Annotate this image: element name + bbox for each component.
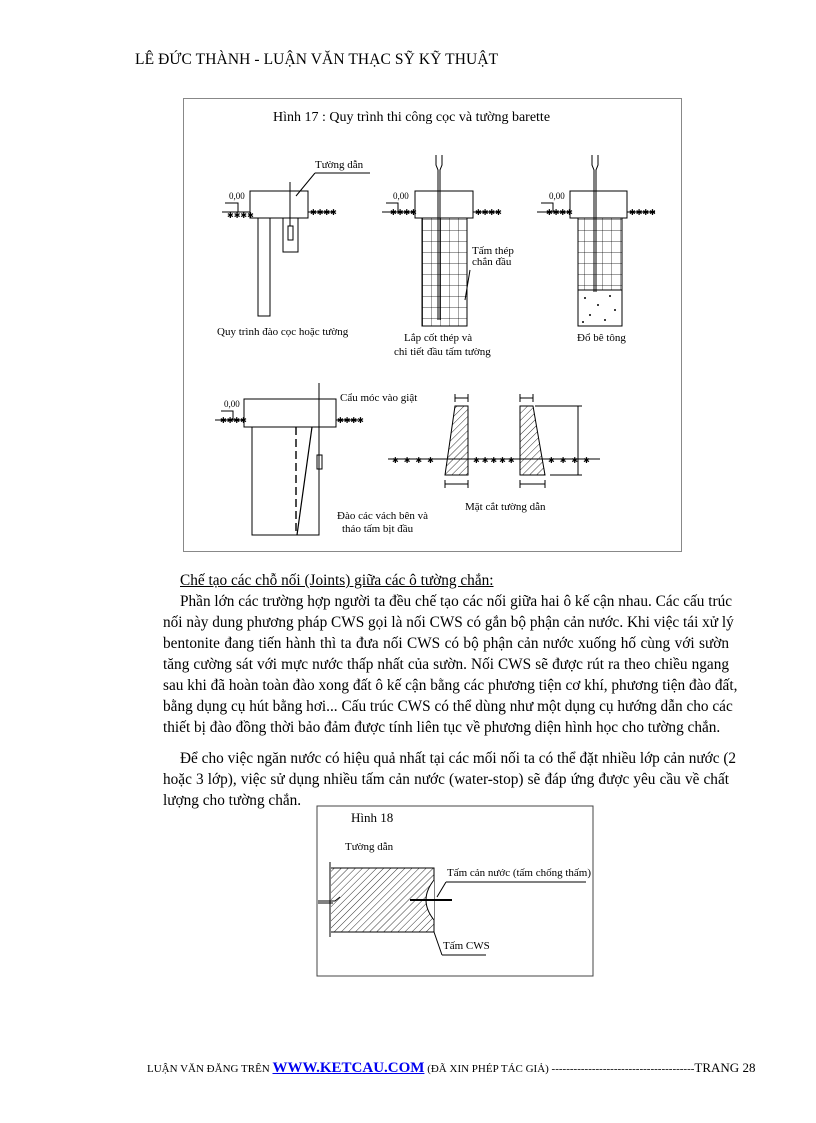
svg-text:✱✱✱✱: ✱✱✱✱	[392, 456, 439, 465]
level-mark: 0,00	[229, 191, 245, 201]
hook-label: Cẩu móc vào giật	[340, 392, 418, 404]
paragraph-line: bentonite đang tiến hành thì ta đưa nối CWS có bộ phận cản nước xuống hố cùng với sườn	[163, 635, 729, 652]
figure-17-title: Hình 17 : Quy trình thi công cọc và tường barette	[273, 110, 551, 125]
step1-caption: Quy trình đào cọc hoặc tường	[217, 326, 349, 338]
paragraph-line: Phần lớn các trường hợp người ta đều chế tạo các nối giữa hai ô kế cận nhau. Các cấu trúc	[180, 593, 733, 610]
svg-text:✱✱✱✱: ✱✱✱✱	[220, 416, 247, 425]
step4-caption: tháo tấm bịt đầu	[342, 523, 414, 535]
level-mark: 0,00	[549, 191, 565, 201]
svg-text:✱✱✱✱: ✱✱✱✱	[337, 416, 364, 425]
panel-reinforcement	[382, 155, 502, 326]
svg-text:✱✱✱✱: ✱✱✱✱	[548, 456, 595, 465]
waterstop-label: Tấm cản nước (tấm chống thấm)	[447, 867, 592, 879]
level-mark: 0,00	[393, 191, 409, 201]
paragraph-line: hoặc 3 lớp), việc sử dụng nhiều tấm cản nước (water-stop) sẽ đáp ứng được yêu cầu về chất	[163, 771, 729, 788]
guide-wall-label: Tường dẫn	[315, 159, 364, 171]
svg-text:✱✱✱✱: ✱✱✱✱	[546, 208, 573, 217]
svg-text:✱✱✱✱: ✱✱✱✱	[227, 211, 254, 220]
section-caption: Mặt cắt tường dẫn	[465, 501, 546, 513]
paragraph-line: nối này dung phương pháp CWS gọi là nối CWS có gắn bộ phận cản nước. Khi việc tái xử lý	[163, 614, 734, 631]
guide-wall-section	[388, 394, 600, 488]
step2-caption: chi tiết đầu tấm tường	[394, 346, 491, 358]
cws-label: Tấm CWS	[443, 940, 490, 952]
step2-caption: Lắp cốt thép và	[404, 332, 473, 344]
paragraph-line: lượng cho tường chắn.	[163, 792, 302, 809]
website-link[interactable]: WWW.KETCAU.COM	[272, 1060, 425, 1076]
paragraph-line: bằng dụng cụ hút bằng hơi... Cấu trúc CWS có thể dùng như một dụng cụ hướng dẫn cho các	[163, 698, 733, 715]
svg-text:✱✱✱✱: ✱✱✱✱	[310, 208, 337, 217]
footer-suffix: (ĐÃ XIN PHÉP TÁC GIẢ) ---------------------------------------	[424, 1063, 695, 1075]
guide-wall-label: Tường dẫn	[345, 841, 394, 853]
svg-text:✱✱✱✱: ✱✱✱✱	[629, 208, 656, 217]
footer-prefix: LUẬN VĂN ĐĂNG TRÊN	[147, 1063, 273, 1075]
svg-text:✱✱✱✱: ✱✱✱✱	[475, 208, 502, 217]
step4-caption: Đào các vách bên và	[337, 510, 429, 522]
steel-plate-label: chắn đầu	[472, 256, 512, 268]
paragraph-line: tăng cường sát với mực nước thấp nhất của sườn. Nối CWS sẽ được rút ra theo chiều ngang	[163, 656, 729, 673]
step3-caption: Đổ bê tông	[577, 332, 626, 344]
svg-text:✱✱✱✱: ✱✱✱✱	[390, 208, 417, 217]
figure-18-title: Hình 18	[351, 810, 394, 825]
paragraph-line: thiết bị đào đồng thời bảo đảm được tính liên tục về phương diện hình học cho tường chắn.	[163, 719, 721, 736]
svg-text:✱✱✱✱✱: ✱✱✱✱✱	[473, 456, 517, 465]
section-heading: Chế tạo các chỗ nối (Joints) giữa các ô tường chắn:	[180, 572, 494, 589]
document-header: LÊ ĐỨC THÀNH - LUẬN VĂN THẠC SỸ KỸ THUẬT	[135, 51, 499, 68]
page-footer	[147, 1060, 755, 1077]
panel-concreting	[537, 155, 656, 326]
paragraph-line: sau khi đã hoàn toàn đào xong đất ô kế cận bằng các phương tiện cơ khí, phương tiện đào đất,	[163, 677, 738, 694]
paragraph-line: Để cho việc ngăn nước có hiệu quả nhất tại các mối nối ta có thể đặt nhiều lớp cản nước (2	[180, 750, 737, 767]
steel-plate-label: Tấm thép	[472, 245, 514, 257]
page-number: TRANG 28	[694, 1060, 756, 1075]
level-mark: 0,00	[224, 399, 240, 409]
body-text	[163, 570, 738, 811]
